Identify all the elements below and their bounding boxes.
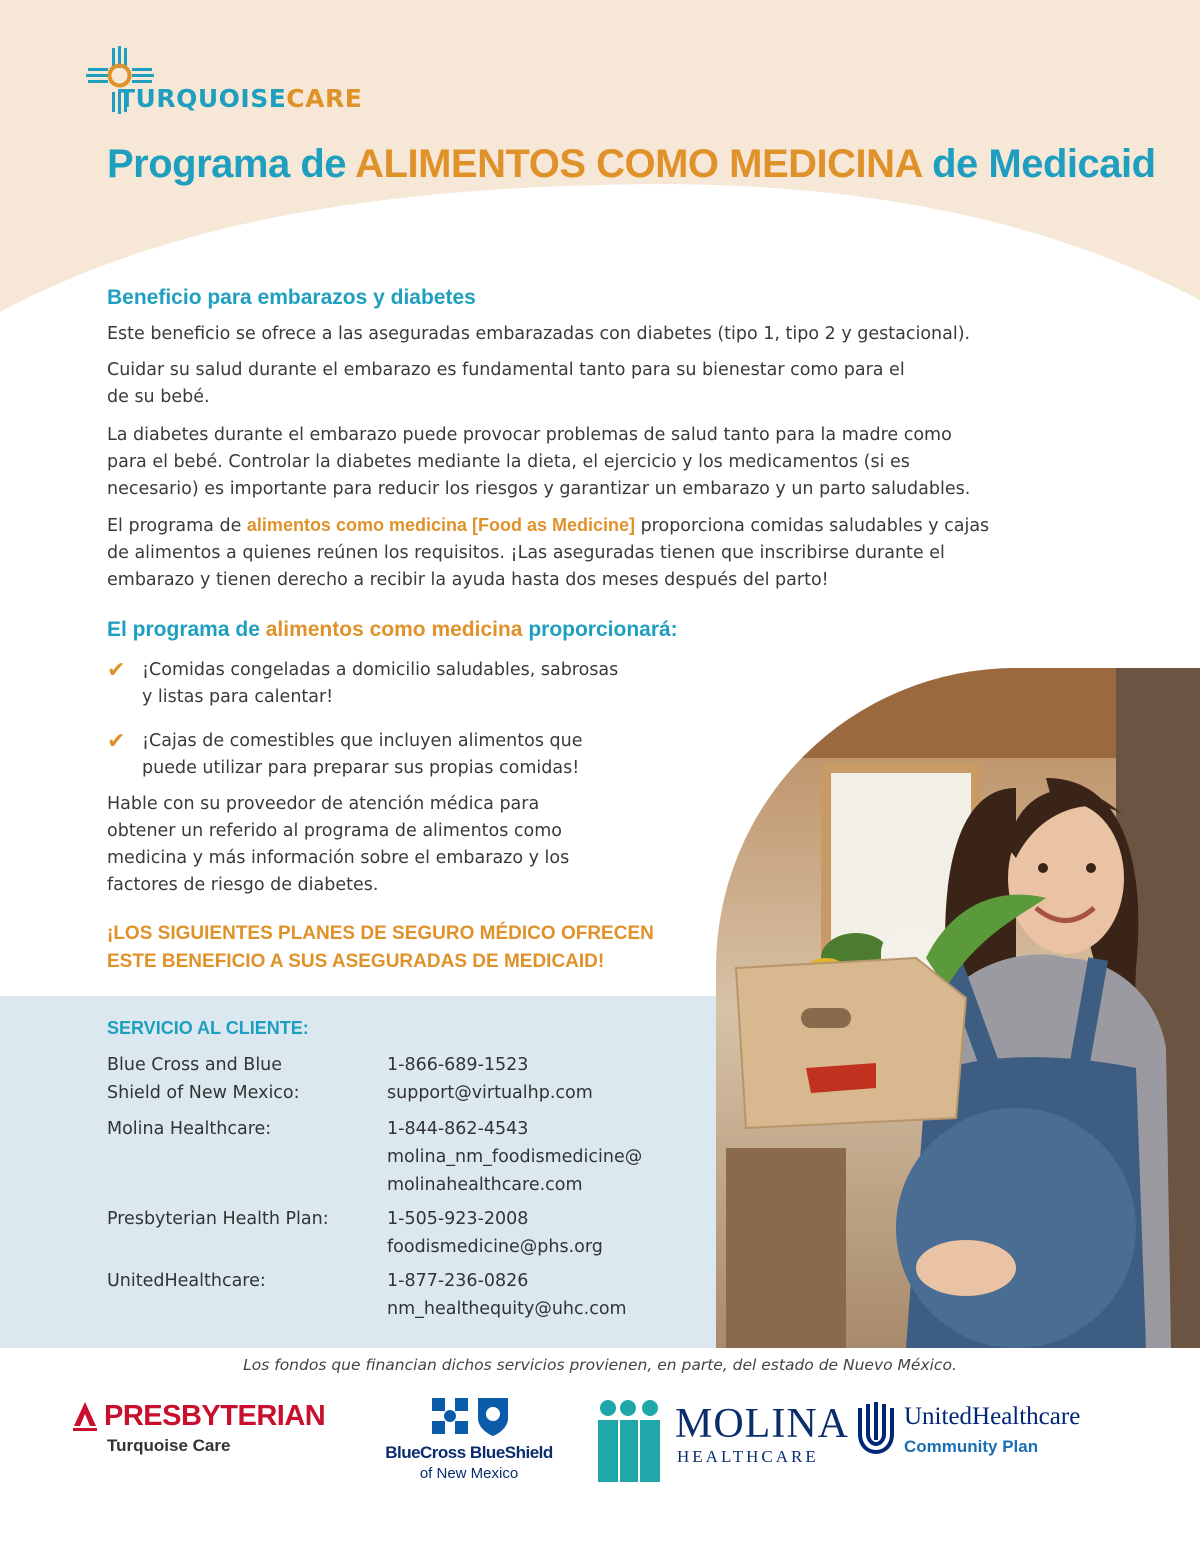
referral-line2: obtener un referido al programa de alimentos como (107, 821, 562, 841)
p3-line1: La diabetes durante el embarazo puede provocar problemas de salud tanto para la madre como (107, 425, 952, 445)
uhc-subtitle: Community Plan (904, 1437, 1039, 1456)
email-address[interactable]: support@virtualhp.com (387, 1083, 593, 1103)
checkmark-icon: ✔ (107, 658, 126, 683)
referral-line1: Hable con su proveedor de atención médica para (107, 794, 540, 814)
email-address[interactable]: molina_nm_foodismedicine@ (387, 1147, 643, 1167)
phone-number[interactable]: 1-844-862-4543 (387, 1119, 529, 1139)
p3-line2: para el bebé. Controlar la diabetes mediante la dieta, el ejercicio y los medicamentos (si es (107, 452, 910, 472)
brand-name-part1: TURQUOISE (118, 84, 287, 113)
referral-line4: factores de riesgo de diabetes. (107, 875, 379, 895)
bullet-2-line1: ¡Cajas de comestibles que incluyen alimentos que (142, 731, 583, 751)
contact-row-uhc (107, 1267, 707, 1325)
plan-name: UnitedHealthcare: (107, 1271, 266, 1291)
p2-line1: Cuidar su salud durante el embarazo es fundamental tanto para su bienestar como para el (107, 360, 905, 380)
bcbs-subtitle: of New Mexico (419, 1465, 519, 1482)
section1-paragraph-2 (107, 357, 905, 411)
bcbs-logo-icon (428, 1394, 512, 1438)
bullet-1-line2: y listas para calentar! (142, 687, 334, 707)
section1-paragraph-3 (107, 422, 970, 503)
funding-footnote: Los fondos que financian dichos servicios provienen, en parte, del estado de Nuevo México. (243, 1356, 957, 1374)
p4-highlight: alimentos como medicina [Food as Medicine] (246, 515, 635, 535)
checkmark-icon: ✔ (107, 729, 126, 754)
section1-paragraph-4 (107, 512, 989, 594)
plan-name: Molina Healthcare: (107, 1119, 272, 1139)
p4-line1-suffix: proporciona comidas saludables y cajas (640, 516, 990, 536)
plan-contact (387, 1205, 717, 1261)
p2-line2: de su bebé. (107, 387, 210, 407)
customer-service-heading: SERVICIO AL CLIENTE: (107, 1018, 309, 1038)
p4-line3: embarazo y tienen derecho a recibir la ayuda hasta dos meses después del parto! (107, 570, 829, 590)
uhc-name: UnitedHealthcare (904, 1403, 1081, 1430)
plan-contact (387, 1267, 717, 1323)
phone-number[interactable]: 1-505-923-2008 (387, 1209, 529, 1229)
molina-logo-icon (596, 1398, 672, 1484)
p4-line2: de alimentos a quienes reúnen los requisitos. ¡Las aseguradas tienen que inscribirse durante el (107, 543, 945, 563)
plan-name: Presbyterian Health Plan: (107, 1209, 329, 1229)
plan-name (107, 1051, 377, 1107)
plan-name-line2: Shield of New Mexico: (107, 1083, 300, 1103)
bullet-item (142, 728, 702, 782)
callout-line1: ¡LOS SIGUIENTES PLANES DE SEGURO MÉDICO OFRECEN (107, 923, 654, 944)
email-address[interactable]: nm_healthequity@uhc.com (387, 1299, 627, 1319)
phone-number[interactable]: 1-877-236-0826 (387, 1271, 529, 1291)
bullet-1-line1: ¡Comidas congeladas a domicilio saludables, sabrosas (142, 660, 619, 680)
section2-heading-part1: El programa de (107, 618, 260, 641)
section1-heading: Beneficio para embarazos y diabetes (107, 286, 476, 309)
referral-line3: medicina y más información sobre el embarazo y los (107, 848, 570, 868)
section2-heading-highlight: alimentos como medicina (265, 618, 523, 641)
page-title (107, 142, 1156, 187)
email-address[interactable]: foodismedicine@phs.org (387, 1237, 603, 1257)
bullet-2-line2: puede utilizar para preparar sus propias comidas! (142, 758, 580, 778)
title-part2: de Medicaid (932, 142, 1156, 186)
section2-heading-part2: proporcionará: (528, 618, 678, 641)
bullet-item (142, 657, 702, 711)
pregnant-woman-photo (716, 668, 1200, 1348)
title-part1: Programa de (107, 142, 347, 186)
bcbs-name: BlueCross BlueShield (385, 1443, 553, 1462)
plans-callout (107, 920, 654, 976)
presbyterian-subtitle: Turquoise Care (107, 1436, 231, 1455)
section1-paragraph-1: Este beneficio se ofrece a las aseguradas embarazadas con diabetes (tipo 1, tipo 2 y gestacional). (107, 324, 971, 344)
brand-name-part2: CARE (286, 84, 363, 113)
p3-line3: necesario) es importante para reducir los riesgos y garantizar un embarazo y un parto saludables. (107, 479, 971, 499)
presbyterian-logo-icon (70, 1400, 100, 1432)
plan-name-line1: Blue Cross and Blue (107, 1055, 283, 1075)
contact-row-molina (107, 1115, 707, 1201)
p4-prefix: El programa de (107, 516, 242, 536)
referral-paragraph (107, 791, 569, 899)
molina-subtitle: HEALTHCARE (677, 1447, 819, 1466)
presbyterian-name: PRESBYTERIAN (104, 1400, 326, 1432)
photo-illustration (716, 668, 1200, 1348)
contact-row-presbyterian (107, 1205, 707, 1263)
phone-number[interactable]: 1-866-689-1523 (387, 1055, 529, 1075)
section2-heading (107, 618, 678, 642)
title-highlight: ALIMENTOS COMO MEDICINA (355, 142, 922, 186)
contact-row-bcbs (107, 1051, 707, 1111)
callout-line2: ESTE BENEFICIO A SUS ASEGURADAS DE MEDICAID! (107, 951, 605, 972)
plan-contact (387, 1115, 717, 1199)
brand-wordmark (118, 84, 362, 113)
uhc-logo-icon (856, 1400, 896, 1456)
molina-name: MOLINA (675, 1401, 849, 1447)
email-address-cont[interactable]: molinahealthcare.com (387, 1175, 583, 1195)
plan-contact (387, 1051, 717, 1107)
